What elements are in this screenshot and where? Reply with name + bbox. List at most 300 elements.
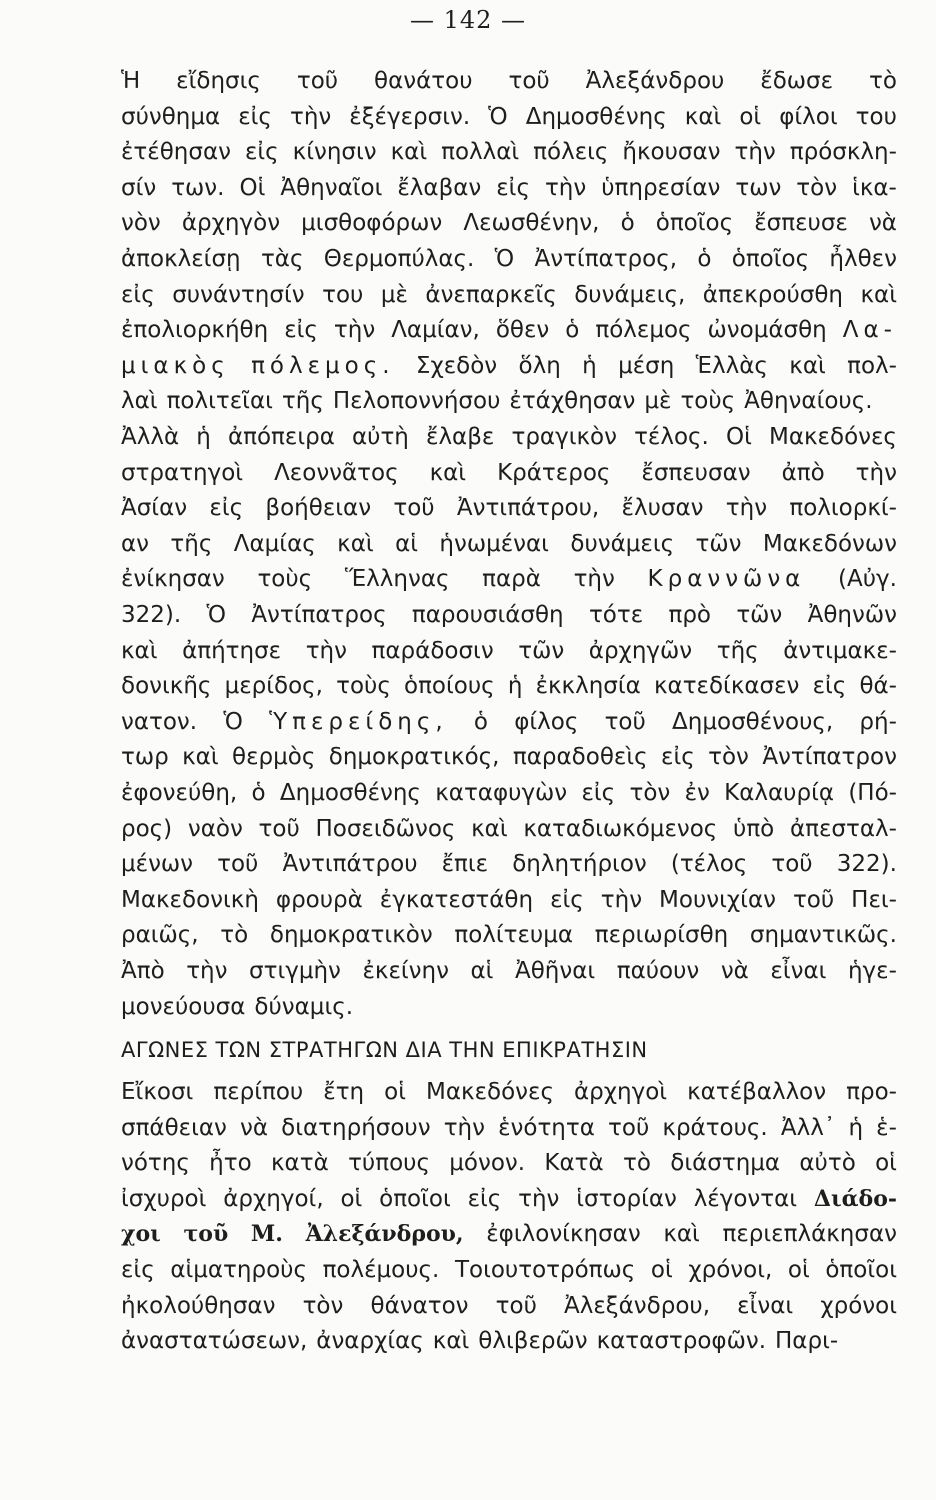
- word: Ἀθηναίους.: [744, 388, 873, 415]
- word: αν: [121, 530, 150, 557]
- word: εἴδησις: [176, 68, 261, 94]
- word: ἀπόπειρα: [227, 424, 335, 450]
- word: παρουσιάσθη: [411, 602, 564, 628]
- word: ὠνομάσθη: [707, 317, 827, 344]
- word: ἀπεσταλ-: [789, 815, 897, 842]
- word: τὸν: [708, 744, 749, 771]
- word: πολίτευμα: [454, 922, 574, 949]
- text-line: [121, 62, 897, 100]
- word: διατηρήσουν: [281, 1114, 431, 1141]
- text-line: [121, 276, 897, 314]
- word: καὶ: [663, 1221, 700, 1248]
- word: Ἡ: [121, 68, 141, 94]
- text-line: [121, 667, 897, 705]
- spaced-word: Κραννῶνα: [647, 566, 806, 593]
- word: τῶν: [736, 602, 783, 628]
- word: Καλαυρίᾳ: [724, 780, 835, 806]
- word: ἡ: [196, 424, 211, 450]
- text-line: [121, 1287, 897, 1325]
- word: Λεωσθένην,: [463, 210, 600, 237]
- word: τοῦ: [217, 851, 259, 878]
- word: ὁ: [620, 210, 635, 237]
- word: καὶ: [182, 744, 219, 771]
- word: ἐφονεύθη,: [121, 780, 238, 806]
- word: χρόνοι,: [688, 1257, 773, 1283]
- word: θά-: [859, 673, 897, 700]
- word: τῆς: [281, 388, 324, 415]
- word: τὴν: [600, 886, 643, 913]
- word: χρόνοι: [820, 1292, 897, 1319]
- word: κίνησιν: [292, 139, 377, 166]
- word: τοῦ: [771, 851, 813, 878]
- word: Ἀντίπατρος: [251, 602, 387, 628]
- word: ὁ: [697, 246, 712, 272]
- word: ἱστορίαν: [576, 1185, 677, 1212]
- word: κατέβαλλον: [687, 1079, 827, 1105]
- text-line: [121, 810, 897, 848]
- word: ἠκολούθησαν: [121, 1292, 276, 1319]
- bold-word: Διάδο-: [813, 1185, 897, 1212]
- word: ἔλαβε: [426, 424, 495, 450]
- word: τύπους: [348, 1150, 430, 1177]
- word: εἰς: [244, 139, 279, 166]
- word: του: [855, 103, 897, 130]
- word: Μακεδόνων: [762, 530, 897, 557]
- word: νὰ: [868, 210, 897, 237]
- word: ἔσπευσε: [754, 210, 848, 237]
- word: ἀπήτησε: [182, 637, 282, 664]
- word: τοῦ: [608, 1114, 650, 1141]
- word: τραγικὸν: [511, 424, 617, 450]
- word: ἀναστατώσεων,: [121, 1328, 308, 1355]
- word: δονικῆς: [121, 673, 212, 700]
- word: καὶ: [121, 637, 158, 664]
- word: σημαντικῶς.: [749, 922, 897, 949]
- text-line: [121, 169, 897, 207]
- word: θλιβερῶν: [478, 1328, 588, 1355]
- bold-word: τοῦ: [183, 1221, 229, 1248]
- text-line: [121, 1322, 897, 1360]
- word: στρατηγοὶ: [121, 459, 244, 486]
- word: ἀπὸ: [781, 459, 825, 486]
- word: Ἀντίπατρος,: [534, 246, 678, 272]
- word: αἱματηροὺς: [170, 1257, 307, 1283]
- word: τὴν: [855, 459, 897, 486]
- word: οἱ: [650, 1257, 673, 1283]
- text-line: [121, 952, 897, 990]
- word: Λαμίας: [233, 530, 316, 557]
- word: ἐκείνην: [362, 958, 449, 984]
- word: ἐγκατεστάθη: [379, 886, 534, 913]
- word: πολ-: [847, 352, 897, 379]
- word: δυνάμεις: [570, 530, 675, 557]
- text-line: [121, 1109, 897, 1147]
- word: Δημοσθένης: [525, 103, 667, 130]
- word: Δημοσθένης: [279, 780, 421, 806]
- word: Μακεδόνες: [769, 424, 897, 450]
- text-line: [121, 560, 897, 598]
- word: Πελοποννήσου: [332, 388, 501, 415]
- word: ὁ: [565, 317, 580, 344]
- text-line: [121, 738, 897, 776]
- spaced-word: Ὑπερείδης,: [269, 708, 448, 735]
- text-line: [121, 525, 897, 563]
- spaced-word: πόλεμος.: [251, 352, 395, 379]
- word: αἱ: [470, 958, 494, 984]
- word: Μακεδόνες: [426, 1079, 554, 1105]
- word: Ποσειδῶνος: [315, 815, 456, 842]
- word: ὁποῖος: [731, 246, 810, 272]
- word: Τοιουτοτρόπως: [454, 1257, 636, 1283]
- word: τὴν: [573, 566, 615, 593]
- word: τὴν: [544, 174, 587, 201]
- word: ἀρχηγοὶ: [574, 1079, 668, 1105]
- word: Ἀλεξάνδρου,: [564, 1292, 711, 1319]
- word: καὶ: [471, 815, 508, 842]
- word: τοὺς: [336, 673, 391, 700]
- word: δημοκρατικὸν: [269, 922, 433, 949]
- word: Λαμίαν,: [391, 317, 480, 344]
- word: μέση: [618, 352, 675, 379]
- word: ἔλυσαν: [621, 495, 704, 522]
- text-line: [121, 596, 897, 634]
- word: τῆς: [170, 530, 213, 557]
- text-line: [121, 1073, 897, 1111]
- word: τὸν: [629, 780, 671, 806]
- word: δημοκρατικός,: [328, 744, 500, 771]
- word: μένων: [121, 851, 194, 878]
- word: ἡ: [507, 673, 523, 700]
- word: τὸν: [796, 174, 838, 201]
- word: ὁ: [473, 708, 488, 735]
- word: ἐκκλησία: [535, 673, 641, 700]
- word: τὸν: [302, 1292, 344, 1319]
- word: ἔδωσε: [760, 68, 834, 94]
- word: ἔτη: [323, 1079, 365, 1105]
- word: κατὰ: [271, 1150, 329, 1177]
- word: σίν: [121, 174, 157, 201]
- word: νατον.: [121, 708, 198, 735]
- word: μερίδος,: [224, 673, 323, 700]
- word: καὶ: [432, 1328, 470, 1355]
- word: φίλος: [514, 708, 579, 735]
- word: ἀρχηγῶν: [588, 637, 693, 664]
- text-line: [121, 454, 897, 492]
- word: πρόσκλη-: [789, 139, 897, 166]
- text-line: [121, 1215, 897, 1253]
- word: ἀναρχίας: [316, 1328, 424, 1355]
- word: παραδοθεὶς: [512, 744, 648, 771]
- text-line: [121, 1180, 897, 1218]
- word: θανάτου: [374, 68, 473, 94]
- word: των.: [171, 174, 225, 201]
- word: τῶν: [518, 637, 565, 664]
- text-line: [121, 382, 897, 420]
- word: Ἑλλὰς: [695, 352, 768, 379]
- word: εἰς: [661, 744, 695, 771]
- word: παύουν: [616, 958, 700, 984]
- word: ναὸν: [187, 815, 243, 842]
- word: Ὁ: [206, 602, 227, 628]
- word: λέγονται: [693, 1185, 798, 1212]
- word: νότης: [121, 1150, 190, 1177]
- text-line: [121, 881, 897, 919]
- word: λαὶ: [121, 388, 158, 415]
- word: ἑ-: [876, 1114, 897, 1141]
- word: νὸν: [121, 210, 161, 237]
- word: Κατὰ: [544, 1150, 604, 1177]
- word: ἐν: [684, 780, 710, 806]
- word: ἑνότητα: [498, 1114, 595, 1141]
- spaced-word: Λα-: [842, 317, 897, 344]
- word: σπάθειαν: [121, 1114, 227, 1141]
- word: Ἀλλὰ: [121, 424, 180, 450]
- word: ἀρχηγοί,: [223, 1185, 324, 1212]
- word: πόλεμος: [595, 317, 692, 344]
- word: μισθοφόρων: [301, 210, 443, 237]
- spaced-word: μιακὸς: [121, 352, 230, 379]
- word: εἰς: [581, 780, 616, 806]
- word: Οἱ: [725, 424, 752, 450]
- word: ἐτάχθησαν: [509, 388, 636, 415]
- text-line: [121, 845, 897, 883]
- word: Σχεδὸν: [415, 352, 498, 379]
- word: τότε: [588, 602, 644, 628]
- word: ρος): [121, 815, 173, 842]
- word: θάνατον: [370, 1292, 469, 1319]
- word: τὸ: [623, 1150, 651, 1177]
- word: Ἀσίαν: [121, 495, 188, 522]
- word: ἐνίκησαν: [121, 566, 225, 593]
- word: Μουνιχίαν: [659, 886, 776, 913]
- word: καταδιωκόμενος: [523, 815, 718, 842]
- word: τὴν: [443, 1114, 485, 1141]
- word: τοῦ: [792, 886, 835, 913]
- word: καὶ: [337, 530, 374, 557]
- word: 322).: [836, 851, 897, 878]
- word: τὴν: [518, 1185, 560, 1212]
- word: μονεύουσα: [121, 993, 246, 1020]
- text-line: [121, 916, 897, 954]
- word: καὶ: [390, 139, 428, 166]
- word: οἱ: [384, 1079, 407, 1105]
- text-line: [121, 311, 897, 349]
- word: κατεδίκασεν: [653, 673, 800, 700]
- word: εἰς: [121, 1257, 155, 1283]
- word: θερμὸς: [232, 744, 316, 771]
- word: καταφυγὼν: [435, 780, 568, 806]
- word: τοῦ: [296, 68, 339, 94]
- word: Ἀντίπατρον: [762, 744, 897, 771]
- word: εἰς: [550, 886, 584, 913]
- word: τοὺς: [257, 566, 313, 593]
- word: τοῦ: [393, 495, 435, 522]
- word: δύναμις.: [254, 993, 354, 1020]
- word: περίπου: [213, 1079, 304, 1105]
- word: Ἀλλ᾽: [780, 1114, 836, 1141]
- word: Παρι-: [775, 1328, 839, 1355]
- word: τὴν: [333, 317, 376, 344]
- word: Ἀντιπάτρου,: [456, 495, 600, 522]
- word: Ἀπὸ: [121, 958, 165, 984]
- word: καὶ: [860, 281, 897, 308]
- word: ἐπολιορκήθη: [121, 317, 269, 344]
- text-line: [121, 133, 897, 171]
- text-line: [121, 347, 897, 385]
- word: ἀποκλείσῃ: [121, 246, 241, 272]
- word: περιωρίσθη: [594, 922, 729, 949]
- word: ἦλθεν: [829, 246, 897, 272]
- word: Θερμοπύλας.: [323, 246, 475, 272]
- word: ἡγε-: [847, 958, 897, 984]
- word: μὲ: [644, 388, 672, 415]
- word: αἱ: [395, 530, 419, 557]
- word: ἔλαβαν: [397, 174, 482, 201]
- word: Κράτερος: [497, 459, 611, 486]
- word: οἱ: [875, 1150, 897, 1177]
- section-heading: ΑΓΩΝΕΣ ΤΩΝ ΣΤΡΑΤΗΓΩΝ ΔΙΑ ΤΗΝ ΕΠΙΚΡΑΤΗΣΙΝ: [121, 1038, 648, 1062]
- word: εἰς: [238, 103, 272, 130]
- word: αὐτὴ: [351, 424, 409, 450]
- word: τοὺς: [680, 388, 736, 415]
- word: κράτους.: [662, 1114, 768, 1141]
- word: τὴν: [186, 958, 228, 984]
- word: τοῦ: [604, 708, 646, 735]
- word: ἀνεπαρκεῖς: [425, 281, 557, 308]
- word: Ἀθηναῖοι: [280, 174, 383, 201]
- word: ὑπὸ: [733, 815, 775, 842]
- word: Εἴκοσι: [121, 1079, 194, 1105]
- word: εἰς: [496, 174, 530, 201]
- word: ἱκα-: [852, 174, 897, 201]
- word: εἰς: [121, 281, 155, 308]
- word: διάστημα: [670, 1150, 781, 1177]
- word: Ἀντιπάτρου: [282, 851, 418, 878]
- word: Ἀθῆναι: [515, 958, 596, 984]
- word: περιεπλάκησαν: [722, 1221, 897, 1248]
- word: Ὁ: [494, 246, 515, 272]
- word: ὑπηρεσίαν: [601, 174, 721, 201]
- text-line: [121, 1144, 897, 1182]
- word: ὅλη: [518, 352, 561, 379]
- word: τοῦ: [495, 1292, 537, 1319]
- word: Λεοννᾶτος: [274, 459, 399, 486]
- word: ἐφιλονίκησαν: [486, 1221, 641, 1248]
- word: Ὁ: [223, 708, 243, 735]
- text-line: [121, 98, 897, 136]
- bold-word: χοι: [121, 1221, 161, 1248]
- word: πολέμους.: [322, 1257, 440, 1283]
- word: τὰς: [260, 246, 304, 272]
- text-line: [121, 204, 897, 242]
- text-line: [121, 240, 897, 278]
- word: ρή-: [859, 708, 897, 735]
- word: αὐτὸ: [799, 1150, 856, 1177]
- word: εἰς: [812, 673, 847, 700]
- word: ἐτέθησαν: [121, 139, 231, 166]
- word: τὴν: [734, 139, 776, 166]
- word: εἶναι: [770, 958, 827, 984]
- word: Ὁ: [488, 103, 508, 130]
- word: δηλητήριον: [512, 851, 647, 878]
- word: τὴν: [289, 103, 332, 130]
- word: ὁποῖος: [655, 210, 734, 237]
- word: τῆς: [716, 637, 759, 664]
- word: τὴν: [725, 495, 768, 522]
- word: ἦτο: [209, 1150, 252, 1177]
- text-line: [121, 632, 897, 670]
- word: ὁποῖοι: [825, 1257, 897, 1283]
- word: νὰ: [240, 1114, 269, 1141]
- word: ἐξέγερσιν.: [349, 103, 471, 130]
- word: ἡνωμέναι: [439, 530, 549, 557]
- word: εἶναι: [737, 1292, 794, 1319]
- word: μὲ: [380, 281, 408, 308]
- word: πρὸ: [668, 602, 711, 628]
- word: καταστροφῶν.: [596, 1328, 767, 1355]
- word: ἀπεκρούσθη: [702, 281, 843, 308]
- word: ἀντιμακε-: [783, 637, 897, 664]
- word: οἱ: [340, 1185, 363, 1212]
- word: ἀρχηγὸν: [181, 210, 281, 237]
- word: οἱ: [787, 1257, 810, 1283]
- word: ἔπιε: [441, 851, 489, 878]
- word: φρουρὰ: [275, 886, 363, 913]
- word: Ἀλεξάνδρου: [585, 68, 725, 94]
- word: ὁποῖοι: [379, 1185, 451, 1212]
- word: πολιτεῖαι: [166, 388, 273, 415]
- word: εἰς: [467, 1185, 502, 1212]
- word: των: [735, 174, 782, 201]
- word: φίλοι: [779, 103, 838, 130]
- word: τὴν: [305, 637, 347, 664]
- word: σύνθημα: [121, 103, 221, 130]
- word: 322).: [121, 602, 182, 628]
- word: παράδοσιν: [371, 637, 494, 664]
- word: ὁ: [251, 780, 266, 806]
- text-line: [121, 703, 897, 741]
- word: συνάντησίν: [172, 281, 305, 308]
- word: προ-: [846, 1079, 897, 1105]
- word: βοήθειαν: [265, 495, 372, 522]
- page-number: — 142 —: [409, 6, 527, 34]
- text-line: [121, 988, 897, 1026]
- word: πόλεις: [533, 139, 609, 166]
- text-line: [121, 1251, 897, 1289]
- word: τοῦ: [258, 815, 300, 842]
- text-line: [121, 489, 897, 527]
- bold-word: Μ.: [250, 1221, 283, 1248]
- word: ὅθεν: [495, 317, 550, 344]
- word: τῶν: [695, 530, 742, 557]
- word: ἤκουσαν: [622, 139, 721, 166]
- word: (Αὐγ.: [837, 566, 897, 593]
- word: Μακεδονικὴ: [121, 886, 259, 913]
- word: Οἱ: [239, 174, 266, 201]
- word: ἰσχυροὶ: [121, 1185, 207, 1212]
- word: καὶ: [684, 103, 722, 130]
- word: τωρ: [121, 744, 169, 771]
- word: δυνάμεις,: [574, 281, 686, 308]
- word: του: [322, 281, 364, 308]
- word: ἡ: [848, 1114, 864, 1141]
- word: εἰς: [284, 317, 318, 344]
- word: οἱ: [739, 103, 762, 130]
- word: (Πό-: [848, 780, 897, 806]
- word: εἰς: [209, 495, 244, 522]
- word: τοῦ: [508, 68, 550, 94]
- word: Δημοσθένους,: [672, 708, 834, 735]
